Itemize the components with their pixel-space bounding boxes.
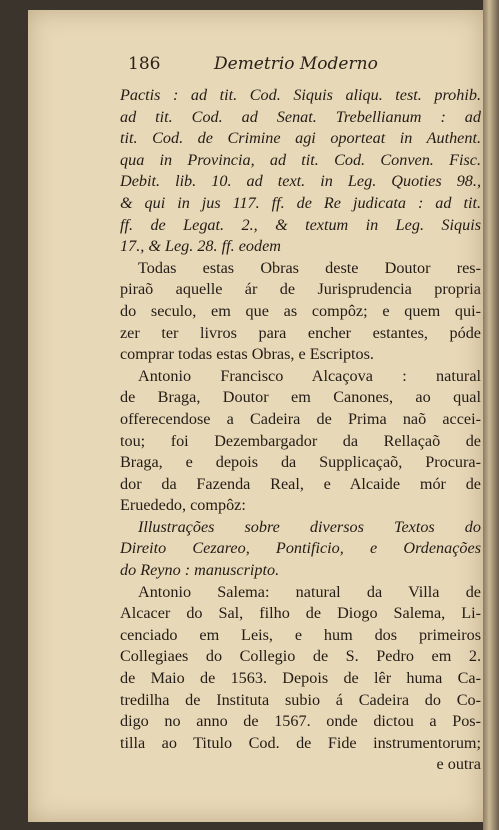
text-line: Antonio Francisco Alcaçova : natural (138, 366, 481, 385)
text-line: dor da Fazenda Real, e Alcaide mór de (120, 474, 481, 493)
running-title: Demetrio Moderno (214, 54, 378, 74)
text-line: zer ter livros para encher estantes, póde (120, 323, 481, 342)
page-number: 186 (128, 54, 161, 74)
text-line: tilla ao Titulo Cod. de Fide instrumentorum; (120, 733, 481, 752)
text-line: do seculo, em que as compôz; e quem qui- (120, 301, 481, 320)
text-line: Antonio Salema: natural da Villa de (138, 582, 481, 601)
text-line: Pactis : ad tit. Cod. Siquis aliqu. test. prohib. (120, 86, 481, 104)
text-line: Alcacer do Sal, filho de Diogo Salema, Li- (120, 604, 481, 623)
text-line: de Maio de 1563. Depois de lêr huma Ca- (120, 669, 481, 688)
text-line: Braga, e depois da Supplicaçaõ, Procura- (120, 453, 481, 472)
text-line: tredilha de Instituta subio á Cadeira do Co- (120, 690, 481, 709)
book-page (28, 10, 483, 822)
text-line: offerecendose a Cadeira de Prima naõ accei- (120, 409, 481, 428)
text-line: tit. Cod. de Crimine agi oporteat in Authent. (120, 129, 481, 148)
page-header (128, 54, 488, 74)
text-line: cenciado em Leis, e hum dos primeiros (120, 625, 481, 644)
text-line: Eruededo, compôz: (120, 496, 246, 515)
text-line: qua in Provincia, ad tit. Cod. Conven. Fisc. (120, 150, 481, 169)
text-line: ff. de Legat. 2., & textum in Leg. Siquis (120, 215, 481, 234)
text-line: e outra (436, 755, 481, 774)
text-line: Illustrações sobre diversos Textos do (138, 517, 481, 536)
text-line: ad tit. Cod. ad Senat. Trebellianum : ad (120, 107, 481, 126)
text-line: Todas estas Obras deste Doutor res- (138, 258, 481, 277)
book-gutter-edge (483, 0, 499, 830)
text-line: & qui in jus 117. ff. de Re judicata : ad tit. (120, 193, 481, 212)
text-line: 17., & Leg. 28. ff. eodem (120, 237, 281, 256)
text-line: digo no anno de 1567. onde dictou a Pos- (120, 712, 481, 731)
text-line: piraõ aquelle ár de Jurisprudencia propria (120, 280, 481, 299)
text-line: tou; foi Dezembargador da Rellaçaõ de (120, 431, 481, 450)
text-line: do Reyno : manuscripto. (120, 561, 280, 580)
text-line: Direito Cezareo, Pontificio, e Ordenações (120, 539, 481, 558)
text-line: comprar todas estas Obras, e Escriptos. (120, 345, 374, 364)
text-line: Debit. lib. 10. ad text. in Leg. Quoties 98., (120, 172, 481, 191)
text-line: Collegiaes do Collegio de S. Pedro em 2. (120, 647, 481, 666)
text-line: de Braga, Doutor em Canones, ao qual (120, 388, 481, 407)
page-body-text (120, 85, 481, 776)
